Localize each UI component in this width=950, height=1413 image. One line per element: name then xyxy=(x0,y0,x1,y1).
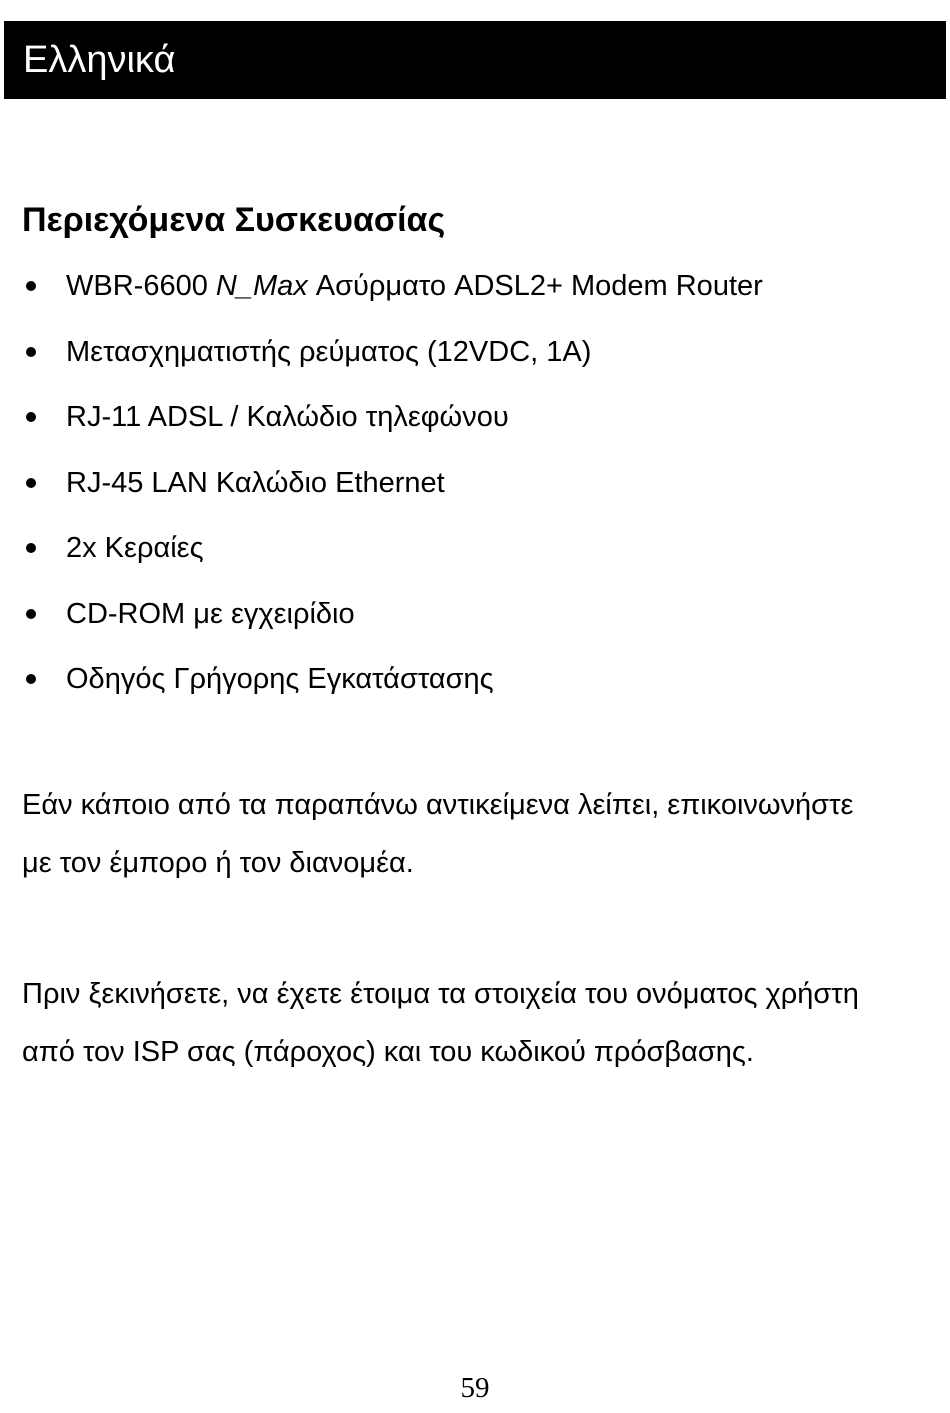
bullet-icon xyxy=(26,609,36,619)
list-item-text: Οδηγός Γρήγορης Εγκατάστασης xyxy=(66,663,494,695)
list-item-text: 2x Κεραίες xyxy=(66,532,204,564)
bullet-icon xyxy=(26,674,36,684)
list-item-text: CD-ROM με εγχειρίδιο xyxy=(66,597,355,630)
bullet-icon xyxy=(26,347,36,357)
paragraph-line: με τον έμπορο ή τον διανομέα. xyxy=(22,847,414,879)
section-heading-package-contents: Περιεχόμενα Συσκευασίας xyxy=(22,201,446,239)
language-title: Ελληνικά xyxy=(23,39,176,81)
list-item-text: Μετασχηματιστής ρεύματος (12VDC, 1A) xyxy=(66,335,592,368)
model-name-italic: N_Max xyxy=(215,270,308,302)
paragraph-line: Πριν ξεκινήσετε, να έχετε έτοιμα τα στοιχεία του ονόματος χρήστη xyxy=(22,978,859,1010)
list-item-text: WBR-6600 N_Max Ασύρματο ADSL2+ Modem Router xyxy=(66,270,763,302)
language-banner xyxy=(4,21,946,99)
bullet-icon xyxy=(26,281,36,291)
page-number: 59 xyxy=(460,1372,490,1404)
list-item-text: RJ-11 ADSL / Καλώδιο τηλεφώνου xyxy=(66,401,509,433)
bullet-icon xyxy=(26,412,36,422)
paragraph-line: Εάν κάποιο από τα παραπάνω αντικείμενα λείπει, επικοινωνήστε xyxy=(22,789,854,821)
paragraph-line: από τον ISP σας (πάροχος) και του κωδικού πρόσβασης. xyxy=(22,1036,754,1068)
prepare-credentials-paragraph xyxy=(22,965,932,1081)
list-item-text: RJ-45 LAN Καλώδιο Ethernet xyxy=(66,466,445,499)
bullet-icon xyxy=(26,478,36,488)
bullet-icon xyxy=(26,543,36,553)
missing-items-paragraph xyxy=(22,776,932,892)
